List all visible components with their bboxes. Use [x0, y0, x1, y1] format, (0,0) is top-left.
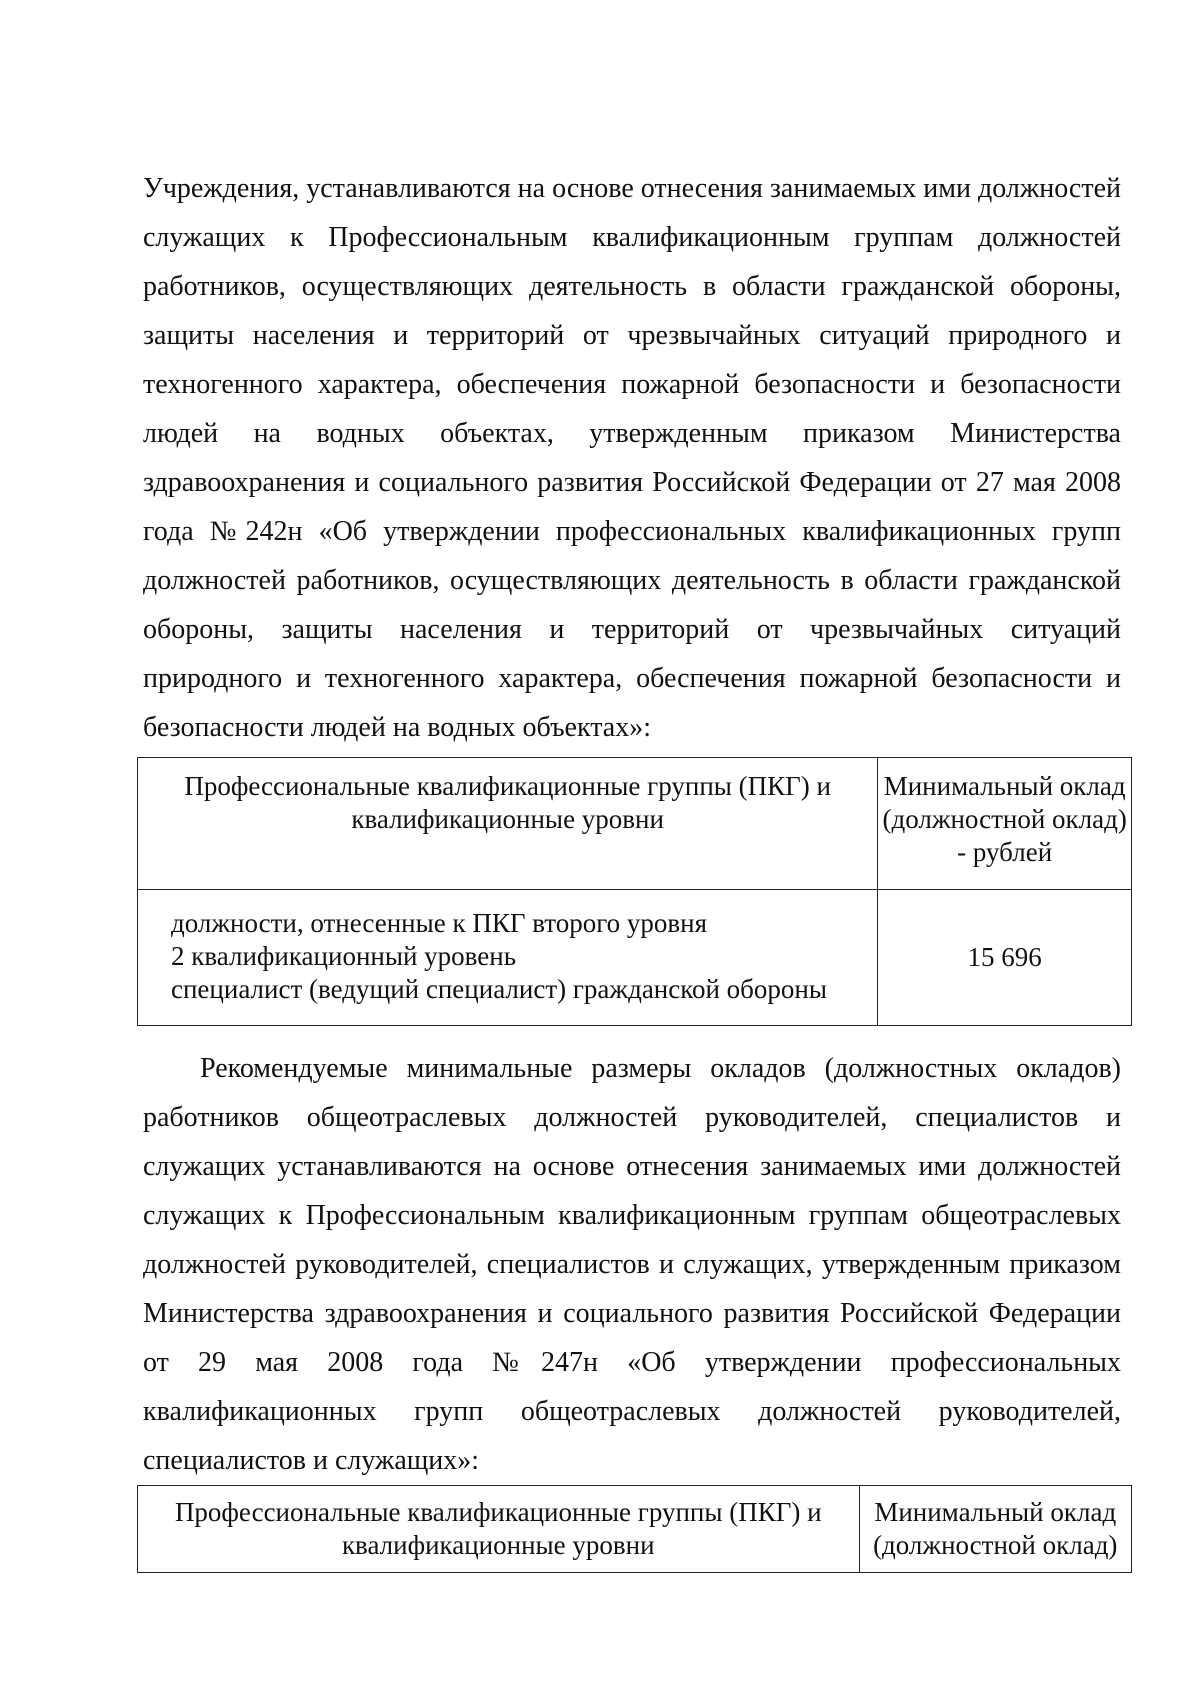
header-cell-groups: Профессиональные квалификационные группы (ПКГ) и квалификационные уровни [138, 758, 878, 890]
position-group-line: должности, отнесенные к ПКГ второго уровня [171, 908, 708, 938]
position-cell [138, 890, 878, 1026]
table-header-row [138, 758, 1132, 890]
qualification-level-line: 2 квалификационный уровень [171, 941, 517, 971]
table-row [138, 890, 1132, 1026]
salary-table-general-positions [137, 1485, 1132, 1573]
position-title-line: специалист (ведущий специалист) гражданской обороны [171, 974, 828, 1004]
header-cell-salary: Минимальный оклад (должностной оклад) [859, 1486, 1132, 1573]
header-cell-salary: Минимальный оклад (должностной оклад) - рублей [878, 758, 1132, 890]
header-cell-groups: Профессиональные квалификационные группы (ПКГ) и квалификационные уровни [138, 1486, 860, 1573]
body-paragraph-2: Рекомендуемые минимальные размеры окладов (должностных окладов) работников общеотраслевых должностей руководителей, специалистов и служащих устанавливаются на основе отнесения занимаемых ими должностей служащих к Профессиональным квалификационным группам общеотраслевых должностей руководителей, специалистов и служащих, утвержденным приказом Министерства здравоохранения и социального развития Российской Федерации от 29 мая 2008 года №247н «Об утверждении профессиональных квалификационных групп общеотраслевых должностей руководителей, специалистов и служащих»: [143, 1053, 1121, 1476]
table-header-row [138, 1486, 1132, 1573]
salary-table-civil-defense [137, 757, 1132, 1026]
salary-value-cell: 15 696 [878, 890, 1132, 1026]
body-paragraph-1: Учреждения, устанавливаются на основе отнесения занимаемых ими должностей служащих к Профессиональным квалификационным группам должностей работников, осуществляющих деятельность в области гражданской обороны, защиты населения и территорий от чрезвычайных ситуаций природного и техногенного характера, обеспечения пожарной безопасности и безопасности людей на водных объектах, утвержденным приказом Министерства здравоохранения и социального развития Российской Федерации от 27 мая 2008 года №242н «Об утверждении профессиональных квалификационных групп должностей работников, осуществляющих деятельность в области гражданской обороны, защиты населения и территорий от чрезвычайных ситуаций природного и техногенного характера, обеспечения пожарной безопасности и безопасности людей на водных объектах»: [143, 173, 1121, 743]
